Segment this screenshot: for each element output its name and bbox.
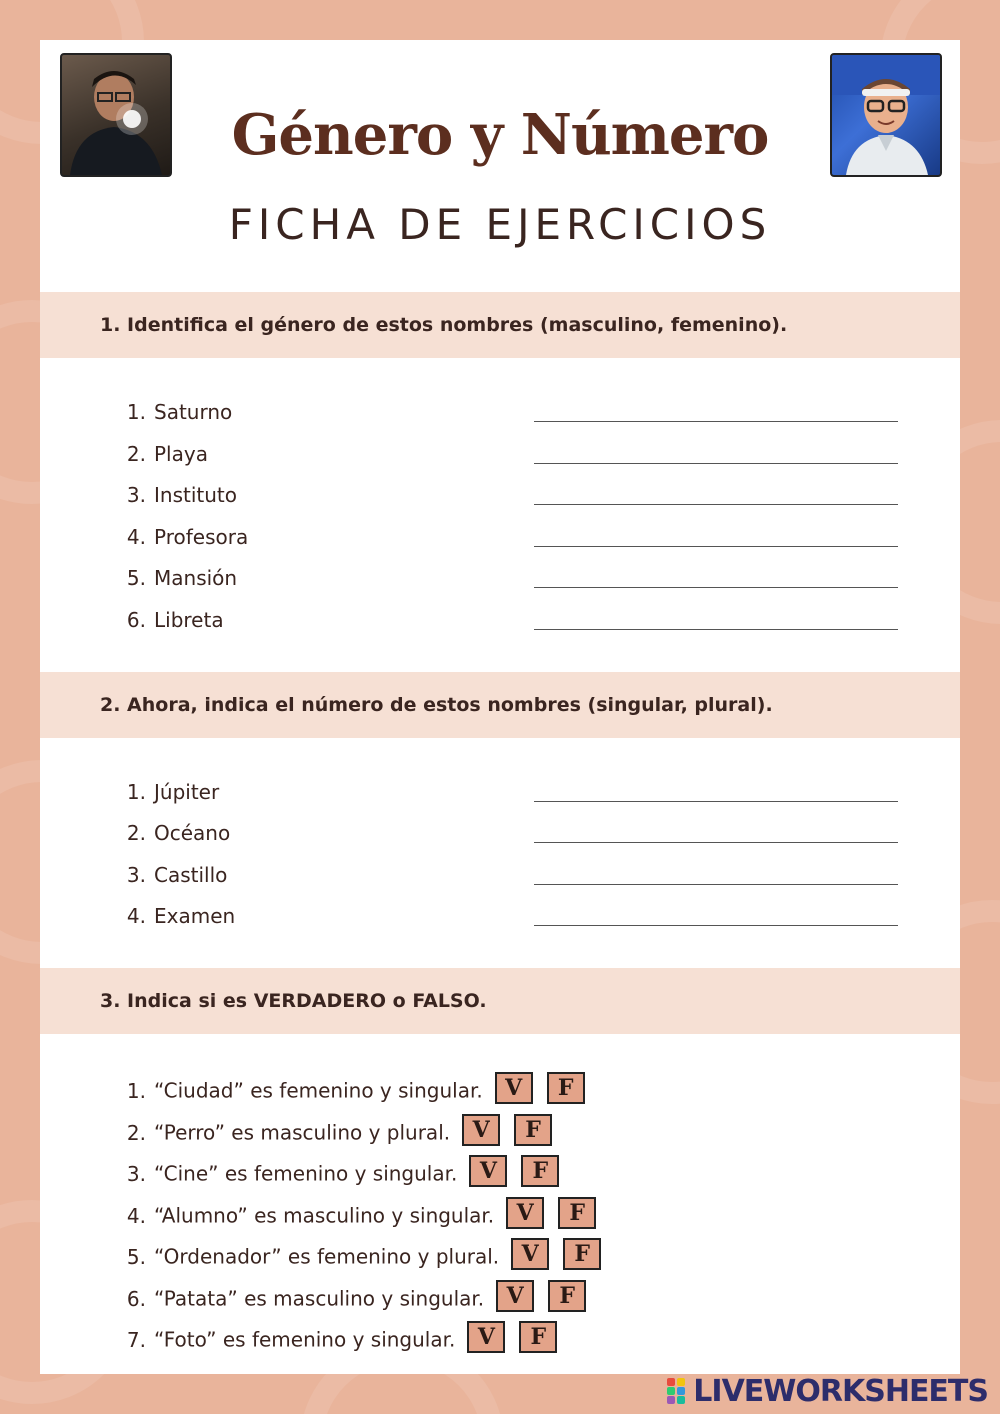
section-3-header: [40, 968, 960, 1034]
true-button[interactable]: V: [506, 1197, 544, 1229]
answer-line[interactable]: [534, 842, 898, 843]
true-button[interactable]: V: [467, 1321, 505, 1353]
brand-text: LIVEWORKSHEETS: [693, 1373, 988, 1409]
section-2-heading: 2. Ahora, indica el número de estos nombres (singular, plural).: [100, 694, 773, 716]
answer-line[interactable]: [534, 587, 898, 588]
answer-line[interactable]: [534, 546, 898, 547]
list-item: 1. “Ciudad” es femenino y singular. V F: [118, 1076, 585, 1108]
false-button[interactable]: F: [548, 1280, 586, 1312]
false-button[interactable]: F: [521, 1155, 559, 1187]
false-button[interactable]: F: [519, 1321, 557, 1353]
list-item: 1. Saturno: [126, 400, 233, 424]
true-button[interactable]: V: [496, 1280, 534, 1312]
list-item: 6. “Patata” es masculino y singular. V F: [118, 1284, 586, 1316]
list-item: 5. Mansión: [126, 566, 238, 590]
answer-line[interactable]: [534, 925, 898, 926]
list-item: 3. Instituto: [126, 483, 237, 507]
list-item: 2. Océano: [126, 821, 231, 845]
list-item: 3. “Cine” es femenino y singular. V F: [118, 1159, 559, 1191]
answer-line[interactable]: [534, 801, 898, 802]
brand-icon: [667, 1378, 687, 1404]
answer-line[interactable]: [534, 884, 898, 885]
false-button[interactable]: F: [558, 1197, 596, 1229]
section-2-header: [40, 672, 960, 738]
true-button[interactable]: V: [462, 1114, 500, 1146]
section-1-heading: 1. Identifica el género de estos nombres (masculino, femenino).: [100, 314, 788, 336]
worksheet: [40, 40, 960, 1374]
list-item: 7. “Foto” es femenino y singular. V F: [118, 1325, 557, 1357]
true-button[interactable]: V: [469, 1155, 507, 1187]
answer-line[interactable]: [534, 629, 898, 630]
list-item: 4. Examen: [126, 904, 236, 928]
liveworksheets-logo: [667, 1374, 988, 1408]
list-item: 5. “Ordenador” es femenino y plural. V F: [118, 1242, 601, 1274]
false-button[interactable]: F: [547, 1072, 585, 1104]
false-button[interactable]: F: [563, 1238, 601, 1270]
page-subtitle: FICHA DE EJERCICIOS: [228, 200, 772, 249]
section-1-header: [40, 292, 960, 358]
answer-line[interactable]: [534, 463, 898, 464]
list-item: 4. Profesora: [126, 525, 249, 549]
page-title: Género y Número: [231, 102, 769, 168]
answer-line[interactable]: [534, 504, 898, 505]
section-3-heading: 3. Indica si es VERDADERO o FALSO.: [100, 990, 487, 1012]
list-item: 1. Júpiter: [126, 780, 220, 804]
answer-line[interactable]: [534, 421, 898, 422]
list-item: 6. Libreta: [126, 608, 224, 632]
list-item: 4. “Alumno” es masculino y singular. V F: [118, 1201, 596, 1233]
list-item: 2. “Perro” es masculino y plural. V F: [118, 1118, 552, 1150]
true-button[interactable]: V: [495, 1072, 533, 1104]
list-item: 2. Playa: [126, 442, 208, 466]
list-item: 3. Castillo: [126, 863, 228, 887]
true-button[interactable]: V: [511, 1238, 549, 1270]
false-button[interactable]: F: [514, 1114, 552, 1146]
